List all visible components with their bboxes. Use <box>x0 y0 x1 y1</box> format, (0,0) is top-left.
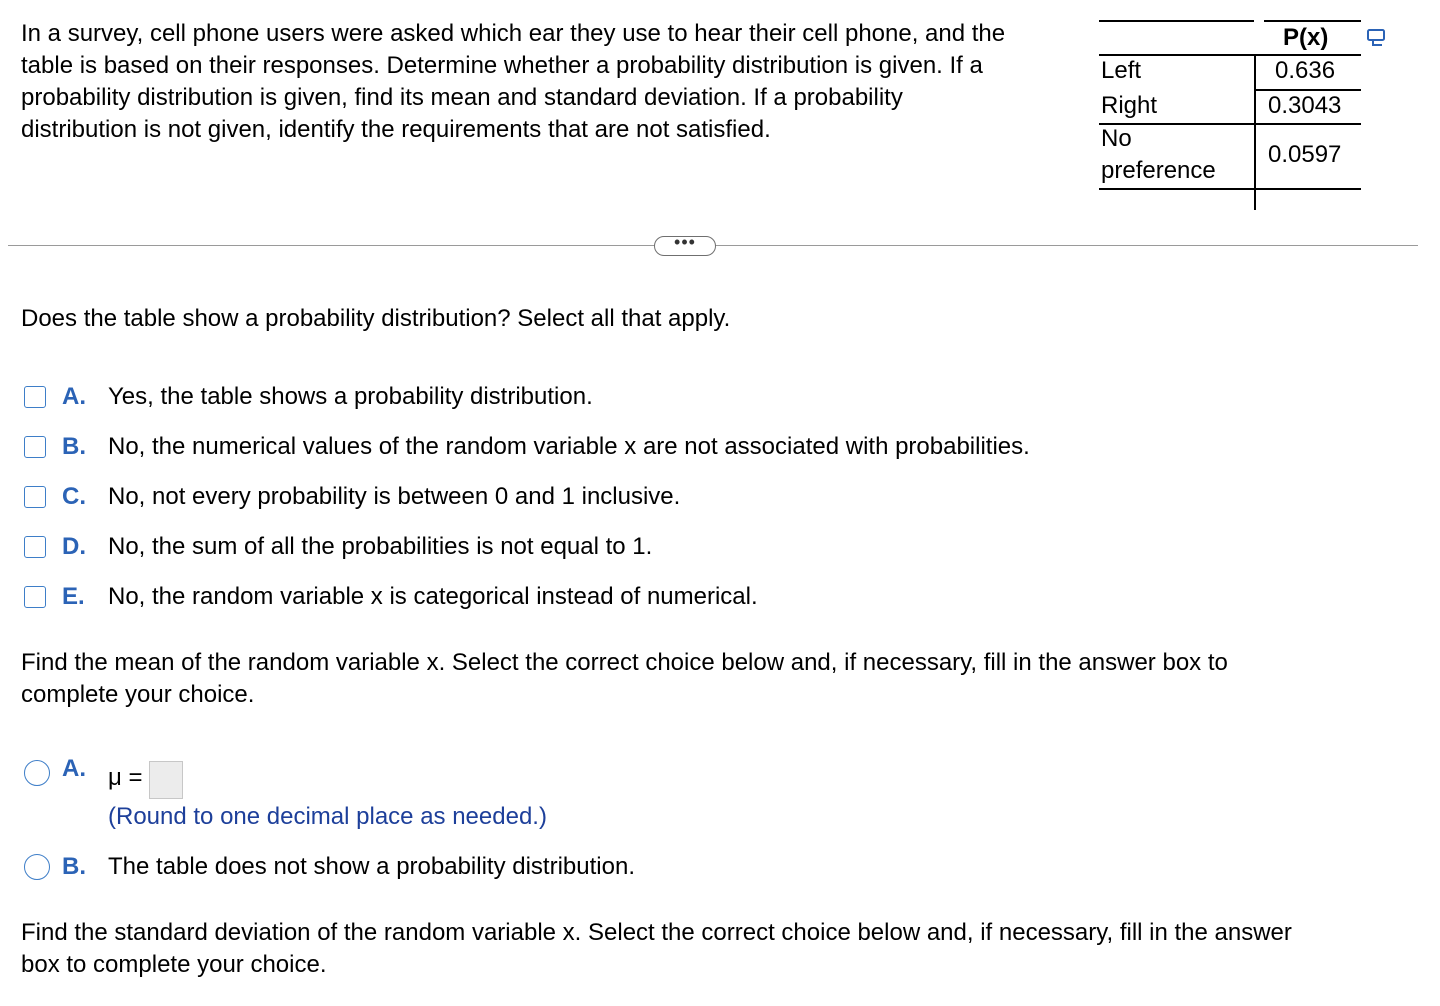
choice-text: Yes, the table shows a probability distribution. <box>108 383 593 410</box>
choice-letter: B. <box>62 433 86 460</box>
checkbox[interactable] <box>24 436 46 458</box>
mean-answer-input[interactable] <box>149 761 183 799</box>
table-column-rule <box>1254 55 1256 210</box>
prompt-line: box to complete your choice. <box>21 951 327 978</box>
choice-text: No, not every probability is between 0 and 1 inclusive. <box>108 483 681 510</box>
choice-text: No, the random variable x is categorical instead of numerical. <box>108 583 758 610</box>
choice-text: The table does not show a probability distribution. <box>108 853 635 880</box>
checkbox[interactable] <box>24 486 46 508</box>
problem-line: probability distribution is given, find its mean and standard deviation. If a probability <box>21 84 903 111</box>
choice-letter: B. <box>62 853 86 880</box>
choice-text: No, the numerical values of the random variable x are not associated with probabilities. <box>108 433 1030 460</box>
table-top-rule <box>1099 20 1254 22</box>
question-2-prompt <box>21 647 1228 711</box>
table-bottom-rule <box>1099 188 1361 190</box>
checkbox[interactable] <box>24 536 46 558</box>
choice-c-checkbox-option[interactable] <box>24 481 681 513</box>
question-1-prompt: Does the table show a probability distribution? Select all that apply. <box>21 305 731 332</box>
question-3-prompt <box>21 917 1292 981</box>
table-header-px: P(x) <box>1283 24 1329 51</box>
rounding-note: (Round to one decimal place as needed.) <box>108 803 547 830</box>
table-cell-p: 0.3043 <box>1268 92 1342 119</box>
choice-letter: E. <box>62 583 85 610</box>
radio-button[interactable] <box>24 854 50 880</box>
choice-letter: A. <box>62 755 86 782</box>
table-cell-x: Right <box>1101 92 1158 119</box>
prompt-line: complete your choice. <box>21 681 255 708</box>
checkbox[interactable] <box>24 386 46 408</box>
choice-letter: A. <box>62 383 86 410</box>
table-cell-p: 0.0597 <box>1268 141 1342 168</box>
table-row-rule <box>1099 123 1361 125</box>
problem-statement <box>21 18 1096 146</box>
choice-b-checkbox-option[interactable] <box>24 431 1030 463</box>
checkbox[interactable] <box>24 586 46 608</box>
table-cell-x: Left <box>1101 57 1142 84</box>
choice-letter: C. <box>62 483 86 510</box>
choice-text: No, the sum of all the probabilities is not equal to 1. <box>108 533 653 560</box>
table-cell-p: 0.636 <box>1275 57 1336 84</box>
prompt-line: Find the standard deviation of the random variable x. Select the correct choice below and, if necessary, fill in the answer <box>21 919 1292 946</box>
radio-button[interactable] <box>24 760 50 786</box>
expand-more-button[interactable]: ••• <box>654 236 716 256</box>
choice-d-checkbox-option[interactable] <box>24 531 653 563</box>
problem-line: distribution is not given, identify the requirements that are not satisfied. <box>21 116 771 143</box>
table-top-rule <box>1264 20 1361 22</box>
table-cell-x: No <box>1101 125 1132 152</box>
problem-line: table is based on their responses. Determine whether a probability distribution is given. If a <box>21 52 983 79</box>
choice-e-checkbox-option[interactable] <box>24 581 758 613</box>
table-cell-x: preference <box>1101 157 1216 184</box>
choice-a-checkbox-option[interactable] <box>24 381 593 413</box>
probability-table <box>1099 20 1361 190</box>
choice-letter: D. <box>62 533 86 560</box>
copy-table-icon[interactable] <box>1365 27 1389 49</box>
mu-label: μ = <box>108 764 143 791</box>
mean-choice-b-radio-option[interactable] <box>24 851 635 883</box>
mean-choice-a-radio-option[interactable] <box>24 755 86 789</box>
problem-line: In a survey, cell phone users were asked which ear they use to hear their cell phone, and the <box>21 20 1006 47</box>
prompt-line: Find the mean of the random variable x. Select the correct choice below and, if necessary, fill in the answer box to <box>21 649 1228 676</box>
